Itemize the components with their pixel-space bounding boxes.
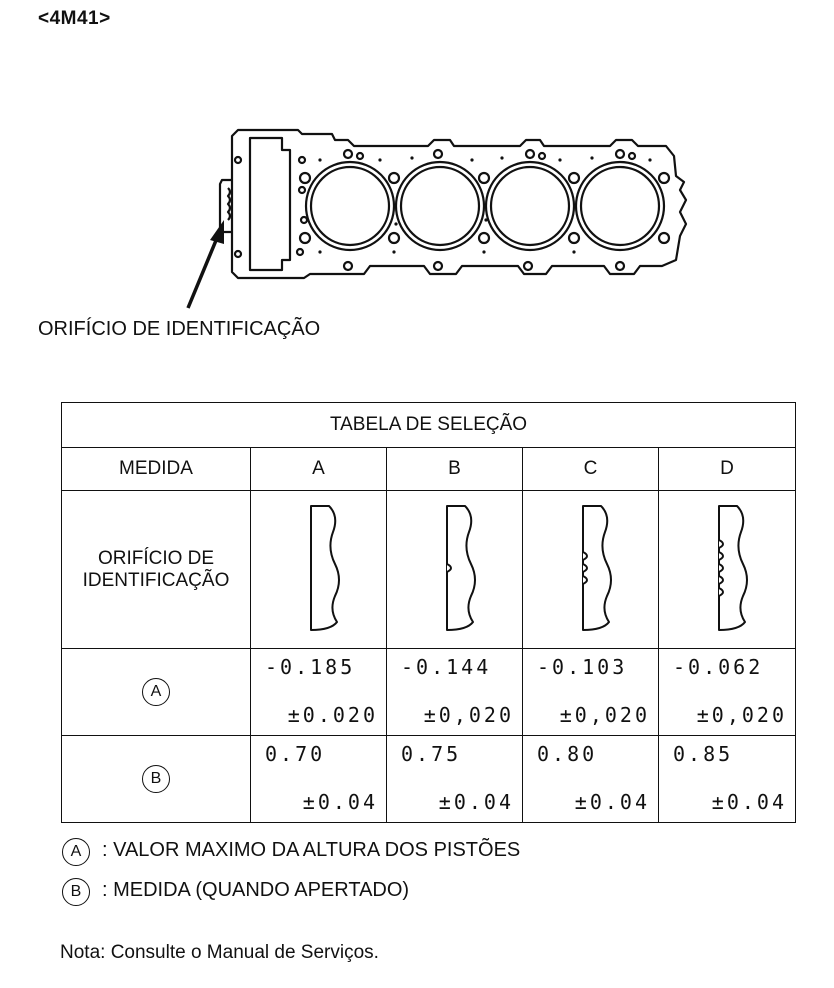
table-title: TABELA DE SELEÇÃO (62, 403, 796, 448)
selection-table (61, 402, 796, 823)
value-tolerance: ±0.04 (574, 790, 650, 814)
shape-row-label-line: IDENTIFICAÇÃO (82, 569, 230, 591)
column-header: B (387, 448, 523, 491)
id-hole-shape (697, 502, 757, 632)
tab-notch (447, 564, 451, 572)
value-base: 0.80 (537, 742, 598, 766)
value-base: 0.70 (265, 742, 326, 766)
callout-arrow (188, 220, 224, 308)
legend-item (62, 878, 409, 906)
column-header: D (659, 448, 796, 491)
value-tolerance: ±0,020 (696, 703, 787, 727)
value-cell (251, 649, 387, 736)
id-hole-shape-cell (387, 491, 523, 649)
head-gasket-diagram (180, 120, 700, 320)
note: Nota: Consulte o Manual de Serviços. (60, 942, 379, 963)
value-cell (659, 736, 796, 823)
column-header: A (251, 448, 387, 491)
model-code: <4M41> (38, 8, 111, 29)
tab-notch (583, 552, 587, 560)
legend-item (62, 838, 520, 866)
value-tolerance: ±0.04 (302, 790, 378, 814)
id-hole-shape (425, 502, 485, 632)
value-base: -0.062 (673, 655, 764, 679)
tab-notch (719, 576, 723, 584)
value-base: -0.144 (401, 655, 492, 679)
marker-circle: B (62, 878, 90, 906)
value-cell (523, 736, 659, 823)
row-marker-cell (62, 736, 251, 823)
value-base: 0.75 (401, 742, 462, 766)
value-base: -0.103 (537, 655, 628, 679)
value-cell (387, 649, 523, 736)
value-cell (659, 649, 796, 736)
identification-hole-label: ORIFÍCIO DE IDENTIFICAÇÃO (38, 318, 321, 340)
legend-text: : VALOR MAXIMO DA ALTURA DOS PISTÕES (102, 839, 521, 861)
shape-row-label-line: ORIFÍCIO DE (97, 547, 215, 569)
value-tolerance: ±0.04 (438, 790, 514, 814)
tab-notch (719, 552, 723, 560)
tab-notch (719, 564, 723, 572)
marker-circle: A (62, 838, 90, 866)
value-cell (387, 736, 523, 823)
tab-notch (583, 564, 587, 572)
marker-circle: A (142, 678, 170, 706)
id-hole-shape (289, 502, 349, 632)
row-marker-cell (62, 649, 251, 736)
shape-row-label (62, 491, 251, 649)
id-hole-shape-cell (523, 491, 659, 649)
value-base: -0.185 (265, 655, 356, 679)
marker-circle: B (142, 765, 170, 793)
row-label-medida: MEDIDA (62, 448, 251, 491)
id-hole-shape-cell (251, 491, 387, 649)
value-tolerance: ±0.020 (287, 703, 378, 727)
value-tolerance: ±0,020 (559, 703, 650, 727)
value-base: 0.85 (673, 742, 734, 766)
tab-notch (583, 576, 587, 584)
column-header: C (523, 448, 659, 491)
tab-notch (719, 540, 723, 548)
value-cell (251, 736, 387, 823)
id-hole-shape (561, 502, 621, 632)
tab-notch (719, 588, 723, 596)
legend-text: : MEDIDA (QUANDO APERTADO) (102, 879, 410, 901)
value-tolerance: ±0.04 (711, 790, 787, 814)
value-tolerance: ±0,020 (423, 703, 514, 727)
tab-outline (311, 506, 339, 630)
id-hole-shape-cell (659, 491, 796, 649)
value-cell (523, 649, 659, 736)
